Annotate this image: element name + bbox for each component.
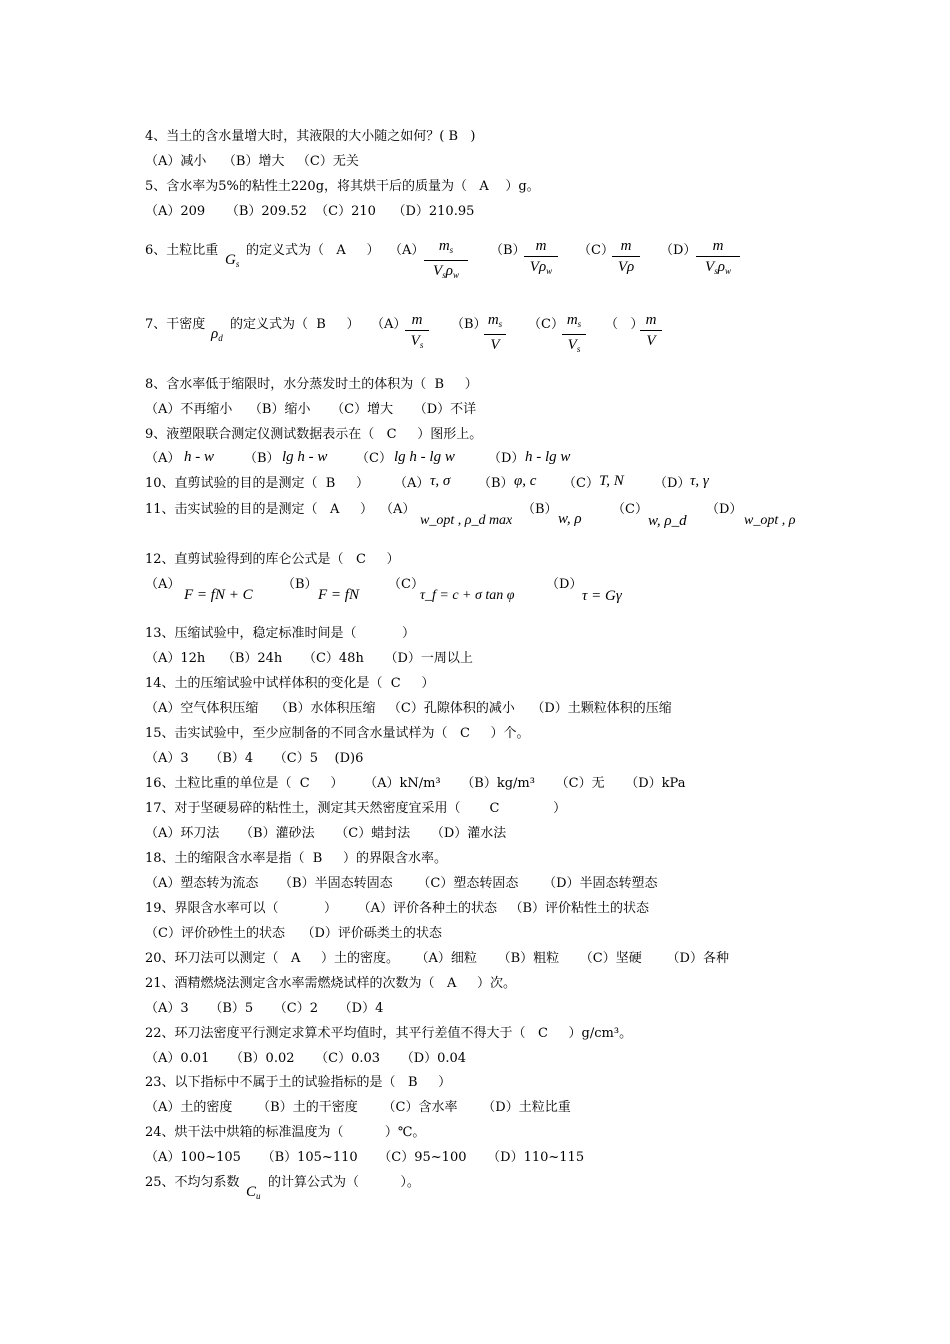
question-5-stem: 5、含水率为5%的粘性土220g，将其烘干后的质量为（ A ）g。 xyxy=(145,179,540,194)
question-13-options: （A）12h （B）24h （C）48h （D）一周以上 xyxy=(145,651,473,666)
question-9-label-d: （D） xyxy=(488,451,525,466)
question-12-label-d: （D） xyxy=(546,577,583,592)
question-9-stem: 9、液塑限联合测定仪测试数据表示在（ C ）图形上。 xyxy=(145,427,483,442)
question-6-stem-suffix: 的定义式为（ A ） xyxy=(246,243,380,258)
question-10-label-d: （D） xyxy=(654,476,691,491)
question-6-stem-prefix: 6、土粒比重 xyxy=(145,243,219,258)
question-11-option-c: w, ρ_d xyxy=(648,513,687,529)
question-6-option-c-fraction: $\frac{m}{V\rho}$ xyxy=(612,238,640,277)
question-17-options: （A）环刀法 （B）灌砂法 （C）蜡封法 （D）灌水法 xyxy=(145,826,507,841)
question-20-stem: 20、环刀法可以测定（ A ）土的密度。 （A）细粒 （B）粗粒 （C）坚硬 （D）各种 xyxy=(145,951,729,966)
question-24-options: （A）100~105 （B）105~110 （C）95~100 （D）110~115 xyxy=(145,1150,585,1165)
question-8-options: （A）不再缩小 （B）缩小 （C）增大 （D）不详 xyxy=(145,402,477,417)
question-10-label-c: （C） xyxy=(563,476,599,491)
question-4-stem: 4、当土的含水量增大时，其液限的大小随之如何？( B ) xyxy=(145,129,476,144)
question-7-label-a: （A） xyxy=(371,317,407,332)
question-14-options: （A）空气体积压缩 （B）水体积压缩 （C）孔隙体积的减小 （D）土颗粒体积的压缩 xyxy=(145,701,672,716)
question-22-options: （A）0.01 （B）0.02 （C）0.03 （D）0.04 xyxy=(145,1051,467,1066)
question-16-stem: 16、土粒比重的单位是（ C ） （A）kN/m³ （B）kg/m³ （C）无 （D）kPa xyxy=(145,776,686,791)
question-10-option-a: τ, σ xyxy=(430,473,451,489)
question-24-stem: 24、烘干法中烘箱的标准温度为（ ）℃。 xyxy=(145,1125,426,1140)
question-12-label-c: （C） xyxy=(388,577,424,592)
question-6-option-d-fraction: m $V_s\rho_w$ xyxy=(696,238,740,281)
question-14-stem: 14、土的压缩试验中试样体积的变化是（ C ） xyxy=(145,676,435,691)
question-25-cu-symbol: $C_u$ xyxy=(246,1184,261,1201)
question-11-label-a: （A） xyxy=(380,502,416,517)
question-7-label-d: （ ） xyxy=(605,317,644,332)
question-6-label-b: （B） xyxy=(490,243,526,258)
question-7-rho-d-symbol: $\rho_d$ xyxy=(211,326,223,343)
question-11-option-b: w, ρ xyxy=(558,511,582,527)
question-15-options: （A）3 （B）4 （C）5 (D)6 xyxy=(145,751,364,766)
question-10-label-a: （A） xyxy=(394,476,430,491)
question-5-options: （A）209 （B）209.52 （C）210 （D）210.95 xyxy=(145,204,475,219)
question-23-stem: 23、以下指标中不属于土的试验指标的是（ B ） xyxy=(145,1075,452,1090)
question-10-stem: 10、直剪试验的目的是测定（ B ） xyxy=(145,476,370,491)
question-22-stem: 22、环刀法密度平行测定求算术平均值时，其平行差值不得大于（ C ）g/cm³。 xyxy=(145,1026,633,1041)
question-25-stem-prefix: 25、不均匀系数 xyxy=(145,1175,240,1190)
question-7-stem-prefix: 7、干密度 xyxy=(145,317,206,332)
question-11-option-a: w_opt , ρ_d max xyxy=(420,513,513,528)
question-23-options: （A）土的密度 （B）土的干密度 （C）含水率 （D）土粒比重 xyxy=(145,1100,571,1115)
question-11-label-c: （C） xyxy=(612,502,648,517)
question-10-option-c: T, N xyxy=(599,473,624,489)
question-7-option-d-fraction: $\frac{m}{V}$ xyxy=(640,312,662,351)
question-11-stem: 11、击实试验的目的是测定（ A ） xyxy=(145,502,373,517)
question-18-options: （A）塑态转为流态 （B）半固态转固态 （C）塑态转固态 （D）半固态转塑态 xyxy=(145,876,658,891)
question-9-option-d: h - lg w xyxy=(525,449,571,465)
question-6-label-c: （C） xyxy=(578,243,614,258)
question-7-option-c-fraction: $\frac{m_s}{V_s}$ xyxy=(562,312,586,359)
question-9-option-c: lg h - lg w xyxy=(394,449,455,465)
question-12-option-a: F = fN + C xyxy=(184,587,253,603)
question-12-option-d: τ = Gγ xyxy=(582,588,622,604)
question-17-stem: 17、对于坚硬易碎的粘性土，测定其天然密度宜采用（ C ） xyxy=(145,801,567,816)
question-6-label-d: （D） xyxy=(660,243,697,258)
question-19-options: （C）评价砂性土的状态 （D）评价砾类土的状态 xyxy=(145,926,442,941)
question-7-label-c: （C） xyxy=(528,317,564,332)
question-21-stem: 21、酒精燃烧法测定含水率需燃烧试样的次数为（ A ）次。 xyxy=(145,976,516,991)
question-11-option-d: w_opt , ρ xyxy=(744,513,796,528)
question-10-option-d: τ, γ xyxy=(690,473,709,489)
question-7-option-b-fraction: $\frac{m_s}{V}$ xyxy=(484,312,506,355)
question-9-option-a: h - w xyxy=(184,449,214,465)
question-9-label-c: （C） xyxy=(356,451,392,466)
question-7-option-a-fraction: $\frac{m}{V_s}$ xyxy=(405,312,429,355)
question-7-label-b: （B） xyxy=(451,317,487,332)
question-10-label-b: （B） xyxy=(478,476,514,491)
question-12-option-c: τ_f = c + σ tan φ xyxy=(420,588,515,603)
question-9-option-b: lg h - w xyxy=(282,449,328,465)
question-18-stem: 18、土的缩限含水率是指（ B ）的界限含水率。 xyxy=(145,851,448,866)
question-21-options: （A）3 （B）5 （C）2 （D）4 xyxy=(145,1001,384,1016)
question-12-stem: 12、直剪试验得到的库仑公式是（ C ） xyxy=(145,552,400,567)
question-6-option-b-fraction: m $V\rho_w$ xyxy=(524,238,558,281)
question-6-gs-symbol: $G_s$ xyxy=(225,252,240,269)
question-13-stem: 13、压缩试验中，稳定标准时间是（ ） xyxy=(145,626,415,641)
question-11-label-b: （B） xyxy=(522,502,558,517)
question-12-label-a: （A） xyxy=(145,577,181,592)
question-10-option-b: φ, c xyxy=(514,473,537,489)
question-9-label-b: （B） xyxy=(244,451,280,466)
question-4-options: （A）减小 （B）增大 （C）无关 xyxy=(145,154,359,169)
question-19-stem: 19、界限含水率可以（ ） （A）评价各种土的状态 （B）评价粘性土的状态 xyxy=(145,901,649,916)
question-7-stem-suffix: 的定义式为（ B ） xyxy=(230,317,360,332)
question-15-stem: 15、击实试验中，至少应制备的不同含水量试样为（ C ）个。 xyxy=(145,726,530,741)
question-6-option-a-fraction: $m_s$ $V_s\rho_w$ xyxy=(424,238,468,285)
question-12-option-b: F = fN xyxy=(318,587,359,603)
question-8-stem: 8、含水率低于缩限时，水分蒸发时土的体积为（ B ） xyxy=(145,377,478,392)
question-11-label-d: （D） xyxy=(706,502,743,517)
question-25-stem-suffix: 的计算公式为（ ）。 xyxy=(268,1175,420,1190)
question-6-label-a: （A） xyxy=(389,243,425,258)
question-12-label-b: （B） xyxy=(282,577,318,592)
question-9-label-a: （A） xyxy=(145,451,181,466)
